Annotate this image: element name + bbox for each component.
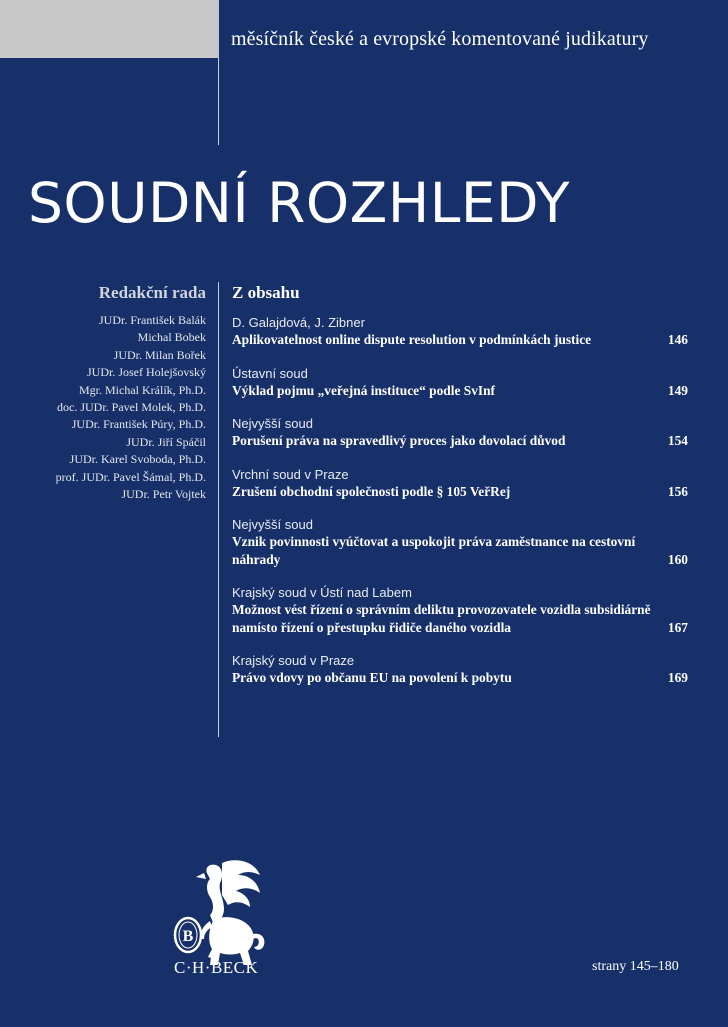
contents-entry <box>232 466 688 501</box>
board-heading: Redakční rada <box>98 283 206 302</box>
editorial-board <box>6 283 206 503</box>
entry-title: Aplikovatelnost online dispute resolution v podmínkách justice <box>232 332 592 347</box>
board-member: doc. JUDr. Pavel Molek, Ph.D. <box>57 400 206 415</box>
board-member: JUDr. Karel Svoboda, Ph.D. <box>69 452 206 467</box>
page-range: strany 145–180 <box>592 959 679 974</box>
entry-page: 167 <box>667 619 688 635</box>
board-member: JUDr. Petr Vojtek <box>121 487 206 502</box>
board-member: JUDr. František Balák <box>99 313 206 327</box>
board-member: Michal Bobek <box>137 330 206 345</box>
entry-page: 149 <box>667 382 688 398</box>
entry-title: Možnost vést řízení o správním deliktu provozovatele vozidla subsidiárně namísto řízení o přestupku řidiče daného vozidla <box>232 602 651 635</box>
entry-court: Krajský soud v Praze <box>232 653 355 668</box>
board-member: prof. JUDr. Pavel Šámal, Ph.D. <box>55 469 206 484</box>
board-member: JUDr. Jiří Spáčil <box>126 434 206 449</box>
publisher-name: C·H·BECK <box>174 958 259 977</box>
contents-entry <box>232 516 688 568</box>
entry-page: 169 <box>667 670 688 685</box>
contents-heading: Z obsahu <box>232 283 300 302</box>
entry-title: Zrušení obchodní společnosti podle § 105 VeřRej <box>232 483 511 499</box>
entry-court: Krajský soud v Ústí nad Labem <box>232 585 412 600</box>
entry-title: Porušení práva na spravedlivý proces jako dovolací důvod <box>232 433 566 448</box>
logo-letter: B <box>182 928 194 945</box>
contents-entry <box>232 652 688 687</box>
corner-grey-block <box>0 0 219 58</box>
entry-court: D. Galajdová, J. Zibner <box>232 315 365 330</box>
entry-title: Výklad pojmu „veřejná instituce“ podle SvInf <box>232 382 496 398</box>
table-of-contents <box>232 283 688 703</box>
entry-court: Ústavní soud <box>232 365 308 381</box>
divider-line-top <box>218 58 219 145</box>
journal-subtitle: měsíčník české a evropské komentované judikatury <box>231 28 649 50</box>
board-member: JUDr. Josef Holejšovský <box>87 365 206 380</box>
entry-court: Nejvyšší soud <box>232 517 313 532</box>
entry-court: Vrchní soud v Praze <box>232 466 349 482</box>
entry-page: 160 <box>667 551 688 567</box>
journal-title: SOUDNÍ ROZHLEDY <box>28 171 571 235</box>
contents-entry <box>232 365 688 400</box>
contents-entry <box>232 314 688 349</box>
board-member: JUDr. Milan Bořek <box>113 347 206 362</box>
contents-entry <box>232 415 688 450</box>
entry-page: 154 <box>667 433 688 448</box>
entry-page: 156 <box>667 483 688 499</box>
board-member: Mgr. Michal Králík, Ph.D. <box>79 382 206 397</box>
board-member: JUDr. František Púry, Ph.D. <box>71 417 206 432</box>
entry-page: 146 <box>667 332 688 347</box>
divider-line-contents <box>218 282 219 737</box>
entry-title: Vznik povinnosti vyúčtovat a uspokojit práva zaměstnance na cestovní náhrady <box>232 534 636 567</box>
entry-title: Právo vdovy po občanu EU na povolení k pobytu <box>232 670 512 685</box>
entry-court: Nejvyšší soud <box>232 416 313 431</box>
contents-entry <box>232 584 688 636</box>
